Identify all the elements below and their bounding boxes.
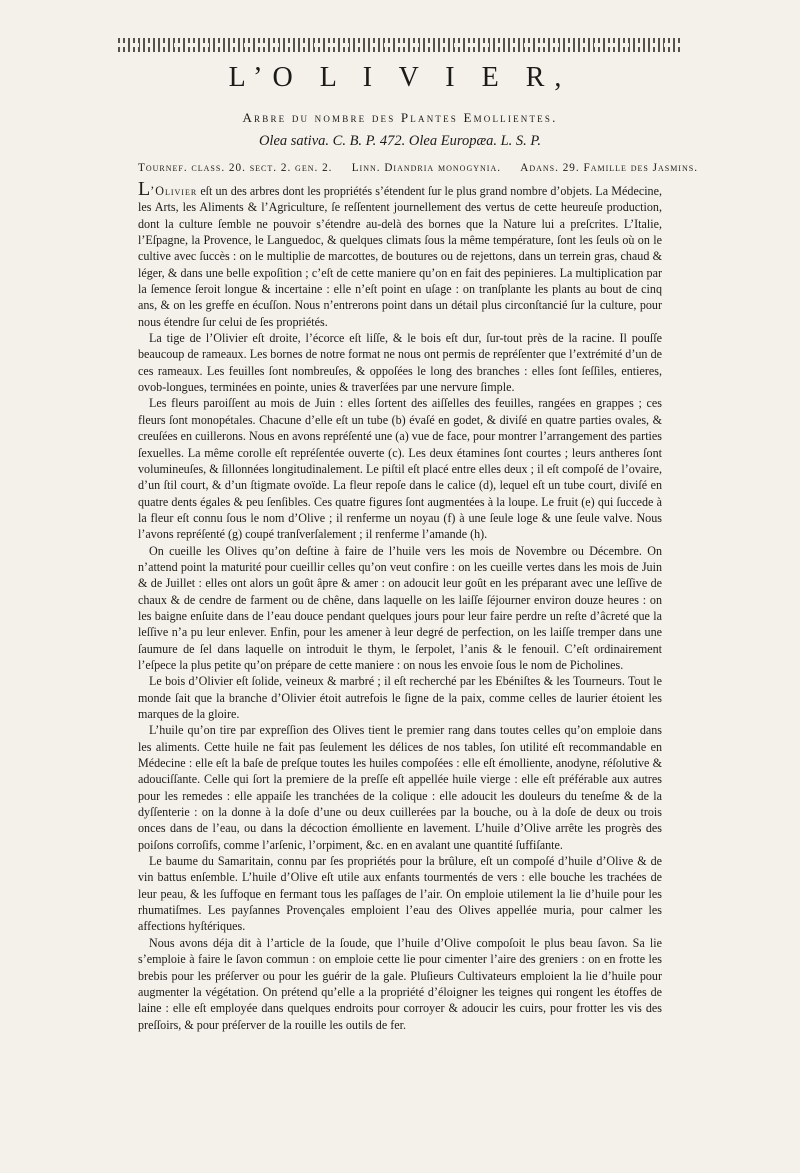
paragraph: Le baume du Samaritain, connu par ſes propriétés pour la brûlure, eſt un compoſé d’huile d’Olive & de vin battus enſemble. L’huile d’Olive eſt utile aux enfants tourmentés de vers : elle bouche les trachées de leur peau, & les ſuffoque en fermant tous les paſſages de l’air. On emploie utilement la lie d’huile pour les rhumatiſmes. Les payſannes Provençales emploient l’eau des Olives appellée muria, pour calmer les affections hyſtériques. <box>138 854 662 934</box>
header-ornament <box>118 38 682 52</box>
paragraph: On cueille les Olives qu’on deſtine à faire de l’huile vers les mois de Novembre ou Décembre. On n’attend point la maturité pour cueillir celles qu’on veut confire : on les cueille vertes dans les mois de Juin & de Juillet : elles ont alors un goût âpre & amer : on adoucit leur goût en les préparant avec une leſſive de chaux & de cendre de farment ou de chêne, dans laquelle on les laiſſe ſéjourner environ douze heures : on les baigne enſuite dans de l’eau douce pendant quelques jours pour leur faire perdre un reſte d’âcreté que la leſſive n’a pu leur enlever. Enfin, pour les amener à leur degré de perfection, on les laiſſe tremper dans une ſaumure de ſel dans laquelle on introduit le thym, le ſerpolet, l’anis & le fenouil. C’eſt ordinairement l’eſpece la plus petite qu’on prépare de cette maniere : on nous les envoie ſous le nom de Picholines. <box>138 543 662 672</box>
drop-cap: L <box>138 178 151 200</box>
paragraph: Les fleurs paroiſſent au mois de Juin : elles ſortent des aiſſelles des feuilles, rangées en grappes ; ces fleurs ſont monopétales. Chacune d’elle eſt un tube (b) évaſé en godet, & diviſé en quatre parties ovales, & creuſées en cuillerons. Nous en avons repréſenté une (a) vue de face, pour montrer l’arrangement des parties ſexuelles. La même corolle eſt repréſentée ouverte (c). Les deux étamines ſont courtes ; leurs antheres ſont volumineuſes, & ſillonnées longitudinalement. Le piſtil eſt placé entre elles deux ; il eſt compoſé de l’ovaire, d’un ſtil court, & d’un ſtigmate ovoïde. La fleur repoſe dans le calice (d), lequel eſt un tube court, diviſé en quatre dents égales & peu ſenſibles. Ces quatre figures ſont augmentées à la loupe. Le fruit (e) qui ſuccede à la fleur eſt connu ſous le nom d’Olive ; il renferme un noyau (f) à une ſeule loge & une ſeule valve. Nous l’avons repréſenté (g) coupé tranſverſalement ; il renferme l’amande (h). <box>138 396 662 542</box>
paragraph-text: eſt un des arbres dont les propriétés s’étendent ſur le plus grand nombre d’objets. La Médecine, les Arts, les Aliments & l’Agriculture, ſe reſſentent journellement des vertus de cette heureuſe production, dont la culture ſemble ne pouvoir s’étendre au-delà des bornes que la Nature lui a preſcrites. L’Italie, l’Eſpagne, la Provence, le Languedoc, & quelques climats ſous la même température, ſont les ſeuls où on le cultive avec ſuccès : on le multiplie de marcottes, de boutures ou de rejettons, dans un terrein gras, chaud & léger, & dans une belle expoſition ; c’eſt de cette maniere qu’on en fait des pepinieres. La multiplication par la ſemence ſeroit longue & incertaine : elle n’eſt point en uſage : on tranſplante les plants au bout de cinq ans, & on les greffe en écuſſon. Nous n’entrerons point dans un détail plus circonſtancié ſur la culture, pour nous étendre ſur celui de ſes propriétés. <box>138 184 662 329</box>
classification-linn: Linn. Diandria monogynia. <box>351 162 502 174</box>
page-subtitle: Arbre du nombre des Plantes Emollientes. <box>242 110 558 125</box>
latin-names <box>0 133 800 150</box>
paragraph: L’huile qu’on tire par expreſſion des Olives tient le premier rang dans toutes celles qu’on emploie dans les aliments. Cette huile ne fait pas ſeulement les délices de nos tables, ſon utilité eſt recommandable en Médecine : elle eſt la baſe de preſque toutes les huiles compoſées : elle eſt émolliente, anodyne, réſolutive & adouciſſante. Celle qui ſort la premiere de la preſſe eſt appellée huile vierge : elle eſt préférable aux autres pour les remedes : elle appaiſe les tranchées de la colique : elle adoucit les douleurs du teneſme & de la dyſſenterie : on la donne à la doſe d’une ou deux cuillerées par la bouche, ou à la doſe de deux ou trois onces dans de l’eau, ou dans la décoction émolliente en lavement. L’huile d’Olive arrête les progrès des poiſons corroſifs, comme l’arſenic, l’orpiment, &c. en en avalant une quantité ſuffiſante. <box>138 723 662 852</box>
classification-tournef: Tournef. claſſ. 20. ſect. 2. gen. 2. <box>138 162 333 174</box>
article-body <box>138 178 662 1033</box>
paragraph: Nous avons déja dit à l’article de la ſoude, que l’huile d’Olive compoſoit le plus beau ſavon. Sa lie s’emploie à faire le ſavon commun : on emploie cette lie pour cimenter l’aire des greniers : on en frotte les brebis pour les préſerver ou pour les guérir de la gale. Pluſieurs Cultivateurs emploient la lie d’huile pour augmenter la végétation. On prétend qu’elle a la propriété d’éloigner les teignes qui rongent les étoffes de laine : elle eſt employée dans quelques endroits pour corroyer & adoucir les cuirs, pour frotter les vis des preſſoirs, & pour préſerver de la rouille les outils de fer. <box>138 935 662 1032</box>
paragraph <box>138 178 662 330</box>
page-title: L’O L I V I E R, <box>228 62 572 93</box>
latin-names-text: Olea sativa. C. B. P. 472. Olea Europæa. L. S. P. <box>258 133 542 149</box>
paragraph: La tige de l’Olivier eſt droite, l’écorce eſt liſſe, & le bois eſt dur, ſur-tout près de la racine. Il pouſſe beaucoup de rameaux. Les bornes de notre format ne nous ont permis de repréſenter que l’extrémité d’un de ces rameaux. Les feuilles ſont nombreuſes, & oppoſées le long des branches : elles ſont ſeſſiles, entieres, ovob-longues, terminées en pointe, unies & traverſées par une nervure ſimple. <box>138 331 662 395</box>
classification-adans: Adans. 29. Famille des Jaſmins. <box>520 162 698 174</box>
paragraph: Le bois d’Olivier eſt ſolide, veineux & marbré ; il eſt recherché par les Ebéniſtes & les Tourneurs. Tout le monde ſait que la branche d’Olivier étoit autrefois le ſigne de la paix, comme celles de laurier étoient les marques de la gloire. <box>138 674 662 721</box>
classification-line <box>138 162 698 174</box>
lead-word: ’Olivier <box>150 184 198 198</box>
